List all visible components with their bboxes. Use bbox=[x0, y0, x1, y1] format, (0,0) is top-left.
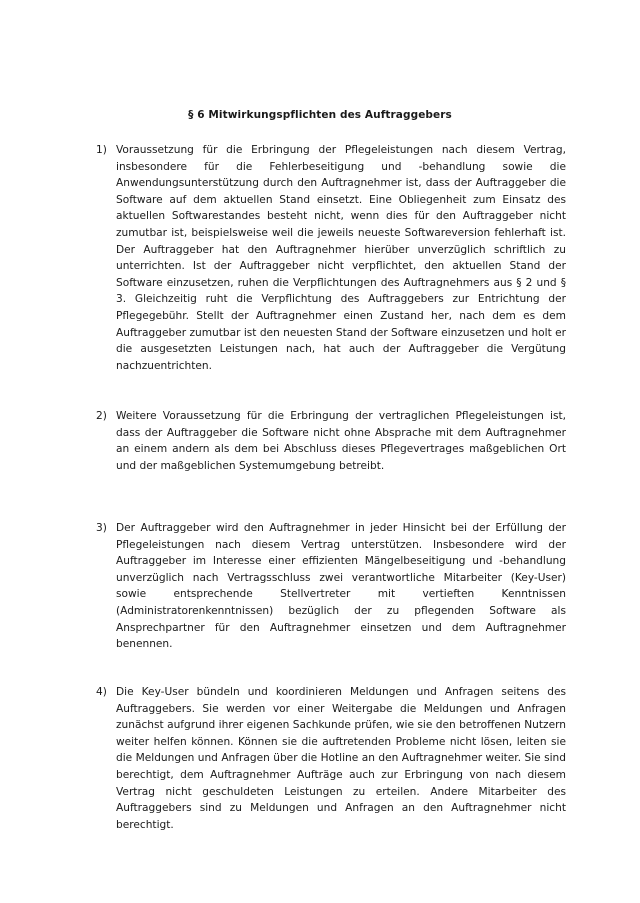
paragraph-number: 3) bbox=[96, 522, 107, 534]
paragraph-text: Weitere Voraussetzung für die Erbringung der vertraglichen Pflegeleistungen ist, dass der Auftraggeber die Software nicht ohne Absprache mit dem Auftragnehmer an einem andern als dem bei Abschluss dieses Pflegevertrages maßgeblichen Ort und der maßgeblichen Systemumgebung betreibt. bbox=[116, 410, 566, 472]
paragraph-2 bbox=[96, 408, 566, 474]
paragraph-number: 1) bbox=[96, 144, 107, 156]
paragraph-3 bbox=[96, 520, 566, 653]
paragraph-text: Der Auftraggeber wird den Auftragnehmer in jeder Hinsicht bei der Erfüllung der Pflegeleistungen nach diesem Vertrag unterstützen. Insbesondere wird der Auftraggeber im Interesse einer effizienten Mängelbeseitigung und -behandlung unverzüglich nach Vertragsschluss zwei verantwortliche Mitarbeiter (Key-User) sowie entsprechende Stellvertreter mit vertieften Kenntnissen (Administratorenkenntnissen) bezüglich der zu pflegenden Software als Ansprechpartner für den Auftragnehmer einsetzen und dem Auftragnehmer benennen. bbox=[116, 522, 566, 651]
paragraph-number: 2) bbox=[96, 410, 107, 422]
paragraph-1 bbox=[96, 142, 566, 374]
paragraph-4 bbox=[96, 684, 566, 833]
paragraph-text: Voraussetzung für die Erbringung der Pflegeleistungen nach diesem Vertrag, insbesondere für die Fehlerbeseitigung und -behandlung sowie die Anwendungsunterstützung durch den Auftragnehmer ist, dass der Auftraggeber die Software auf dem aktuellen Stand einsetzt. Eine Obliegenheit zum Einsatz des aktuellen Softwarestandes besteht nicht, wenn dies für den Auftraggeber nicht zumutbar ist, beispielsweise weil die jeweils neueste Softwareversion fehlerhaft ist. Der Auftraggeber hat den Auftragnehmer hierüber unverzüglich schriftlich zu unterrichten. Ist der Auftraggeber nicht verpflichtet, den aktuellen Stand der Software einzusetzen, ruhen die Verpflichtungen des Auftragnehmers aus § 2 und § 3. Gleichzeitig ruht die Verpflichtung des Auftraggebers zur Entrichtung der Pflegegebühr. Stellt der Auftragnehmer einen Zustand her, nach dem es dem Auftraggeber zumutbar ist den neuesten Stand der Software einzusetzen und holt er die ausgesetzten Leistungen nach, hat auch der Auftraggeber die Vergütung nachzuentrichten. bbox=[116, 144, 566, 372]
paragraph-number: 4) bbox=[96, 686, 107, 698]
paragraph-text: Die Key-User bündeln und koordinieren Meldungen und Anfragen seitens des Auftraggebers. Sie werden vor einer Weitergabe die Meldungen und Anfragen zunächst aufgrund ihrer eigenen Sachkunde prüfen, wie sie den betroffenen Nutzern weiter helfen können. Können sie die auftretenden Probleme nicht lösen, leiten sie die Meldungen und Anfragen über die Hotline an den Auftragnehmer weiter. Sie sind berechtigt, dem Auftragnehmer Aufträge auch zur Erbringung von nach diesem Vertrag nicht geschuldeten Leistungen zu erteilen. Andere Mitarbeiter des Auftraggebers sind zu Meldungen und Anfragen an den Auftragnehmer nicht berechtigt. bbox=[116, 686, 566, 831]
section-title: § 6 Mitwirkungspflichten des Auftraggebers bbox=[188, 109, 452, 121]
